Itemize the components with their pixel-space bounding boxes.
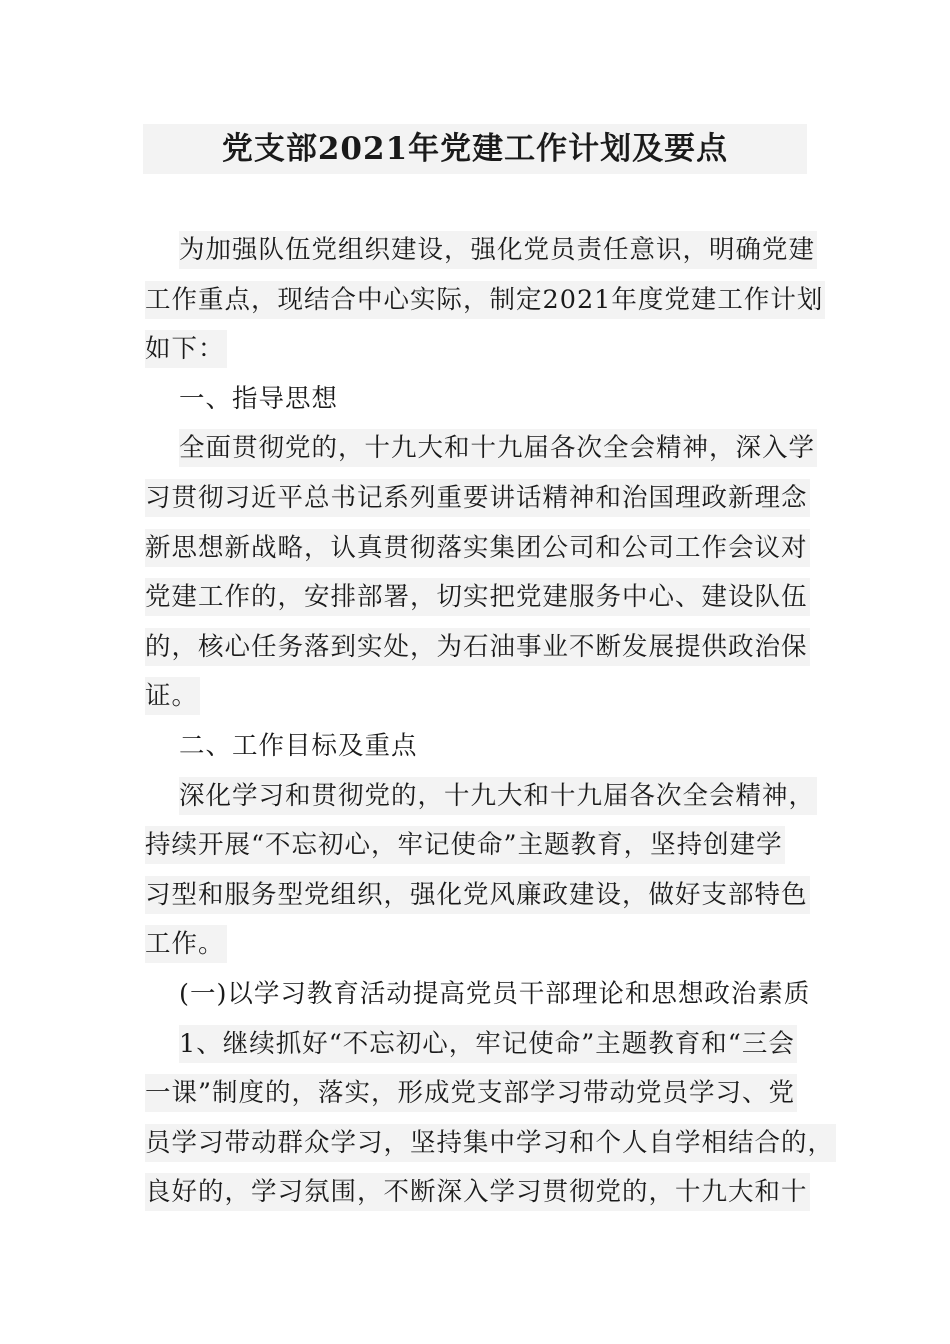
line-text: 证。 <box>145 677 200 715</box>
paragraph-line <box>145 573 807 623</box>
paragraph-line <box>145 226 816 276</box>
line-text: 一课”制度的，落实，形成党支部学习带动党员学习、党 <box>145 1074 797 1112</box>
line-text: 如下： <box>145 330 227 368</box>
line-text: 党建工作的，安排部署，切实把党建服务中心、建设队伍 <box>145 578 810 616</box>
line-text: 工作重点，现结合中心实际，制定2021年度党建工作计划 <box>145 281 825 319</box>
line-text: 新思想新战略，认真贯彻落实集团公司和公司工作会议对 <box>145 529 810 567</box>
paragraph-line <box>145 276 824 326</box>
line-text: 全面贯彻党的，十九大和十九届各次全会精神，深入学 <box>179 429 817 467</box>
line-text: 的，核心任务落到实处，为石油事业不断发展提供政治保 <box>145 628 810 666</box>
paragraph-line <box>145 772 816 822</box>
line-text: 习贯彻习近平总书记系列重要讲话精神和治国理政新理念 <box>145 479 810 517</box>
line-text: 习型和服务型党组织，强化党风廉政建设，做好支部特色 <box>145 876 810 914</box>
paragraph-line <box>145 524 807 574</box>
paragraph-line <box>145 871 807 921</box>
section-heading <box>145 375 807 425</box>
subsection-heading <box>145 970 811 1020</box>
document-title: 党支部2021年党建工作计划及要点 <box>221 131 729 167</box>
document-body <box>145 226 835 1218</box>
paragraph-line <box>145 1168 807 1218</box>
heading-text: 一、指导思想 <box>179 383 339 414</box>
section-heading <box>145 722 807 772</box>
paragraph-line <box>145 623 807 673</box>
paragraph-line <box>145 1069 807 1119</box>
line-text: 良好的，学习氛围，不断深入学习贯彻党的，十九大和十 <box>145 1173 810 1211</box>
line-text: 员学习带动群众学习，坚持集中学习和个人自学相结合的， <box>145 1124 836 1162</box>
paragraph-line <box>145 672 807 722</box>
line-text: 持续开展“不忘初心，牢记使命”主题教育，坚持创建学 <box>145 826 785 864</box>
paragraph-line <box>145 1020 807 1070</box>
heading-text: (一)以学习教育活动提高党员干部理论和思想政治素质 <box>179 978 811 1009</box>
paragraph-line <box>145 920 807 970</box>
heading-text: 二、工作目标及重点 <box>179 730 418 761</box>
line-text: 1、继续抓好“不忘初心，牢记使命”主题教育和“三会 <box>179 1025 797 1063</box>
paragraph-line <box>145 1119 835 1169</box>
line-text: 工作。 <box>145 925 227 963</box>
line-text: 深化学习和贯彻党的，十九大和十九届各次全会精神， <box>179 777 817 815</box>
paragraph-line <box>145 821 807 871</box>
line-text: 为加强队伍党组织建设，强化党员责任意识，明确党建 <box>179 231 817 269</box>
paragraph-line <box>145 474 807 524</box>
paragraph-line <box>145 325 807 375</box>
paragraph-line <box>145 424 816 474</box>
